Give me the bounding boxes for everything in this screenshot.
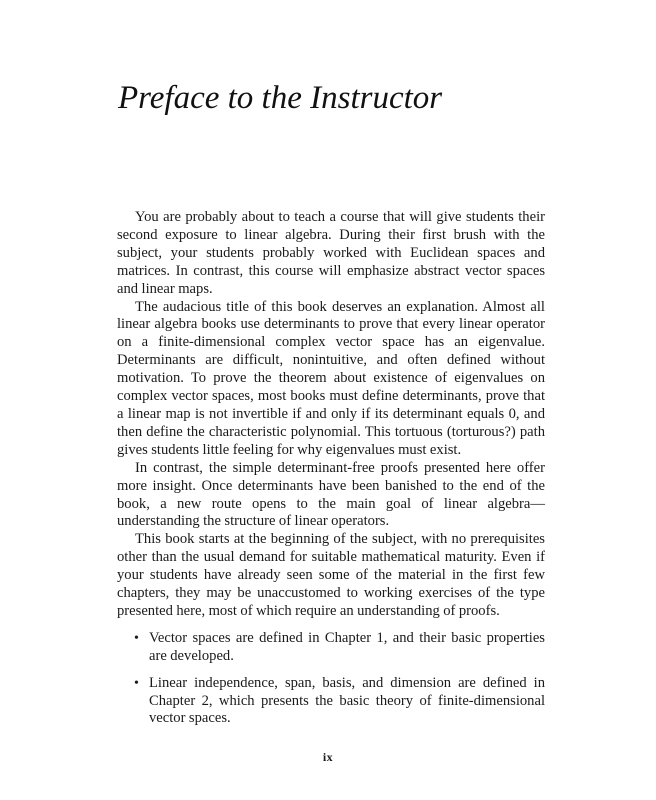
bullet-icon: • [134,630,139,646]
paragraph: This book starts at the beginning of the subject, with no prerequisites other than the usual demand for suitable mathematical maturity. Even if your students have already seen some of the material in the first few chapters, they may be unaccustomed to working exercises of the type presented here, most of which require an understanding of proofs. [117,531,545,619]
bullet-item [117,675,545,729]
page-number: ix [322,750,334,764]
bullet-text: Vector spaces are defined in Chapter 1, and their basic properties are developed. [149,629,545,664]
bullet-list [117,630,545,729]
bullet-item [117,630,545,666]
page-title: Preface to the Instructor [118,80,443,116]
bullet-text: Linear independence, span, basis, and dimension are defined in Chapter 2, which presents the basic theory of finite-dimensional vector spaces. [149,674,545,727]
body-text [117,209,545,737]
paragraph: The audacious title of this book deserves an explanation. Almost all linear algebra books use determinants to prove that every linear operator on a finite-dimensional complex vector space has an eigenvalue. Determinants are difficult, nonintuitive, and often defined without motivation. To prove the theorem about existence of eigenvalues on complex vector spaces, most books must define determinants, prove that a linear map is not invertible if and only if its determinant equals 0, and then define the characteristic polynomial. This tortuous (torturous?) path gives students little feeling for why eigenvalues must exist. [117,298,545,458]
bullet-icon: • [134,675,139,691]
paragraph: In contrast, the simple determinant-free proofs presented here offer more insight. Once determinants have been banished to the end of the book, a new route opens to the main goal of linear algebra—understanding the structure of linear operators. [117,459,545,530]
paragraph: You are probably about to teach a course that will give students their second exposure to linear algebra. During their first brush with the subject, your students probably worked with Euclidean spaces and matrices. In contrast, this course will emphasize abstract vector spaces and linear maps. [117,209,545,297]
